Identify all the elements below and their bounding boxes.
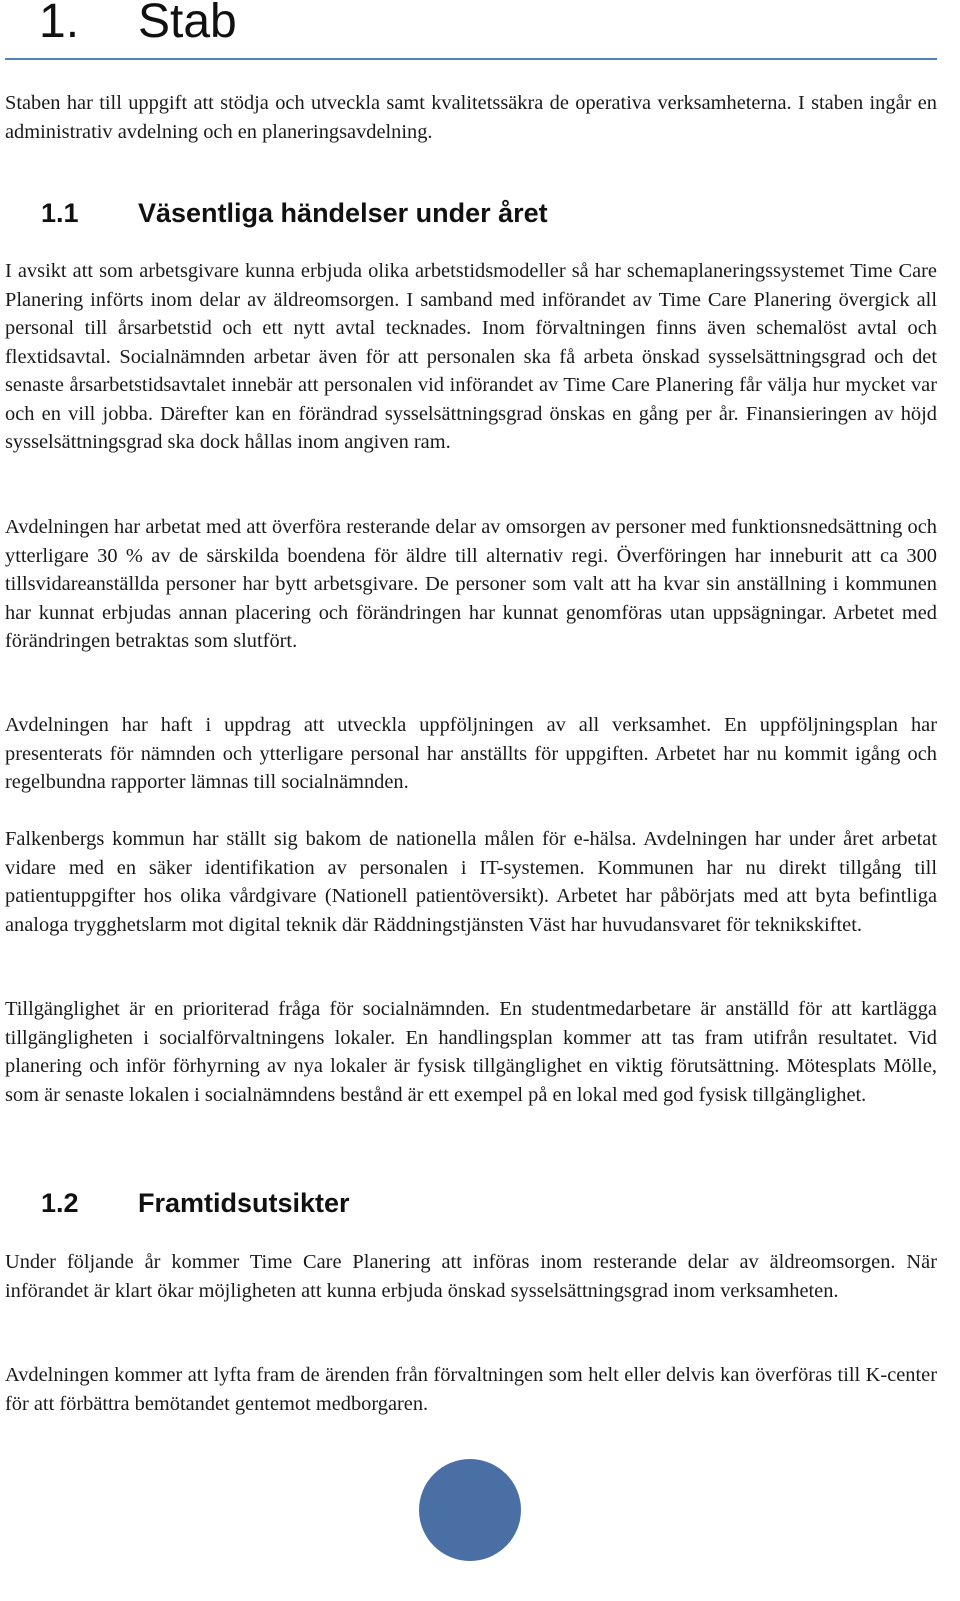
paragraph: Tillgänglighet är en prioriterad fråga för socialnämnden. En studentmedarbetare är anställd för att kartlägga tillgängligheten i socialförvaltningens lokaler. En handlingsplan kommer att tas fram utifrån resultatet. Vid planering och inför förhyrning av nya lokaler är fysisk tillgänglighet en viktig förutsättning. Mötesplats Mölle, som är senaste lokalen i socialnämndens bestånd är ett exempel på en lokal med god fysisk tillgänglighet.: [5, 998, 937, 1106]
paragraph: Avdelningen har haft i uppdrag att utveckla uppföljningen av all verksamhet. En uppföljningsplan har presenterats för nämnden och ytterligare personal har anställts för uppgiften. Arbetet har nu kommit igång och regelbundna rapporter lämnas till socialnämnden.: [5, 714, 937, 793]
paragraph: I avsikt att som arbetsgivare kunna erbjuda olika arbetstidsmodeller så har schemaplaneringssystemet Time Care Planering införts inom delar av äldreomsorgen. I samband med införandet av Time Care Planering övergick all personal till årsarbetstid och ett nytt avtal tecknades. Inom förvaltningen finns även schemalöst avtal och flextidsavtal. Socialnämnden arbetar även för att personalen ska få arbeta önskad sysselsättningsgrad och det senaste årsarbetstidsavtalet innebär att personalen vid införandet av Time Care Planering får välja hur mycket var och en vill jobba. Därefter kan en förändrad sysselsättningsgrad önskas en gång per år. Finansieringen av höjd sysselsättningsgrad ska dock hållas inom angiven ram.: [5, 260, 937, 453]
section-title: Väsentliga händelser under året: [138, 198, 548, 228]
section-title: Framtidsutsikter: [138, 1188, 350, 1218]
paragraph: Avdelningen kommer att lyfta fram de ärenden från förvaltningen som helt eller delvis kan överföras till K-center för att förbättra bemötandet gentemot medborgaren.: [5, 1364, 937, 1415]
section-number: 1.1: [41, 198, 79, 228]
page-number-badge: [419, 1459, 521, 1561]
paragraph: Falkenbergs kommun har ställt sig bakom de nationella målen för e-hälsa. Avdelningen har under året arbetat vidare med en säker identifikation av personalen i IT-systemen. Kommunen har nu direkt tillgång till patientuppgifter hos olika vårdgivare (Nationell patientöversikt). Arbetet har påbörjats med att byta befintliga analoga trygghetslarm mot digital teknik där Räddningstjänsten Väst har huvudansvaret för teknikskiftet.: [5, 828, 937, 936]
section-number: 1.2: [41, 1188, 79, 1218]
paragraph: Under följande år kommer Time Care Planering att införas inom resterande delar av äldreomsorgen. När införandet är klart ökar möjligheten att kunna erbjuda önskad sysselsättningsgrad inom verksamheten.: [5, 1251, 937, 1302]
paragraph: Avdelningen har arbetat med att överföra resterande delar av omsorgen av personer med funktionsnedsättning och ytterligare 30 % av de särskilda boendena för äldre till alternativ regi. Överföringen har inneburit att ca 300 tillsvidareanställda personer har bytt arbetsgivare. De personer som valt att ha kvar sin anställning i kommunen har kunnat erbjudas annan placering och förändringen har kunnat genomföras utan uppsägningar. Arbetet med förändringen betraktas som slutfört.: [5, 516, 937, 652]
chapter-number: 1.: [39, 0, 80, 48]
chapter-heading: [5, 0, 937, 60]
intro-paragraph: Staben har till uppgift att stödja och utveckla samt kvalitetssäkra de operativa verksamheterna. I staben ingår en administrativ avdelning och en planeringsavdelning.: [5, 92, 937, 143]
chapter-title: Stab: [138, 0, 237, 48]
